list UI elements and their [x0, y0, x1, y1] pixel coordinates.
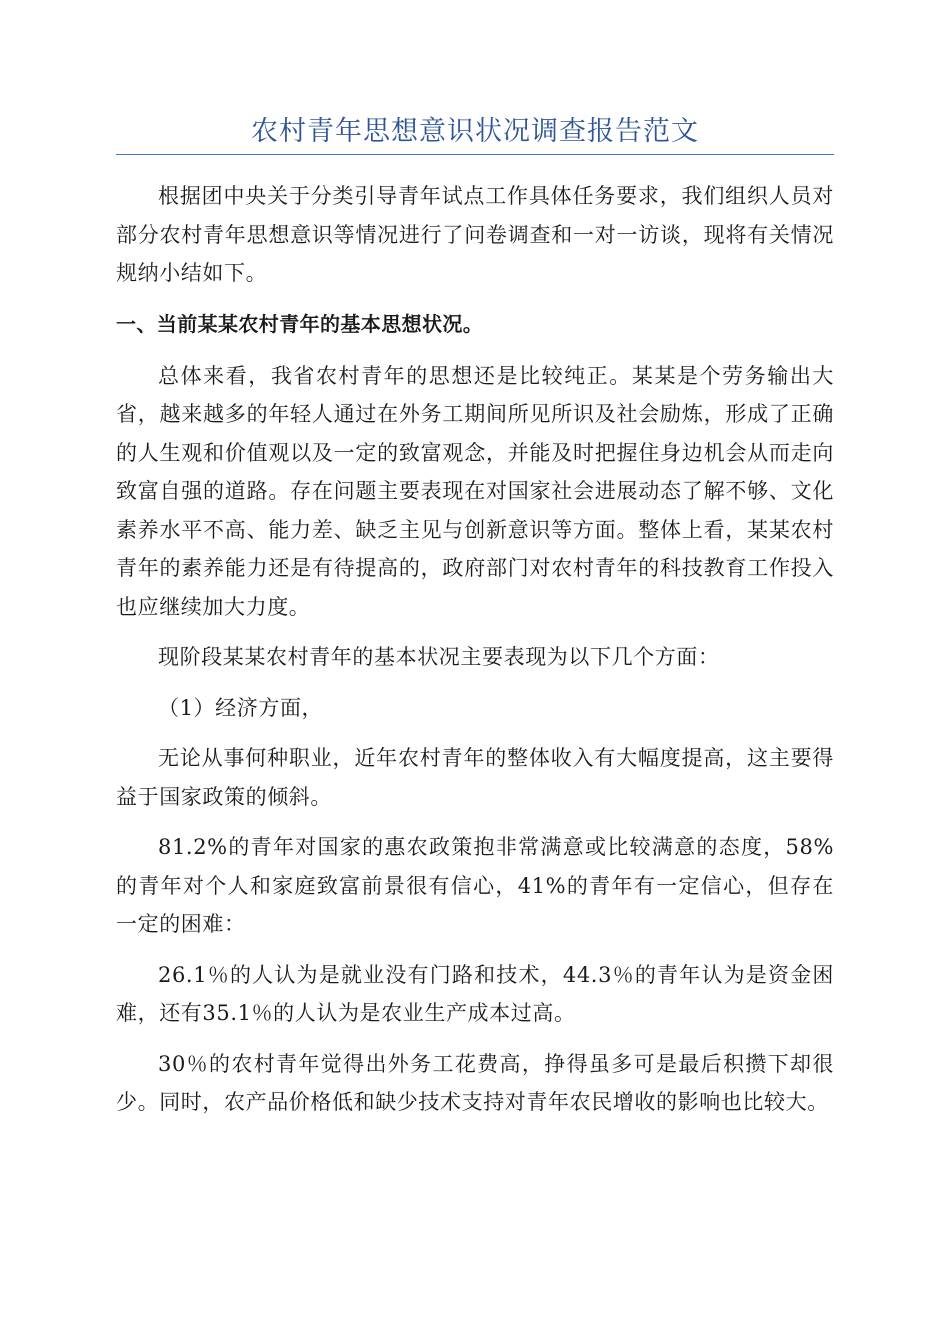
- difficulty-paragraph: 26.1％的人认为是就业没有门路和技术，44.3％的青年认为是资金困难，还有35.1％的人认为是农业生产成本过高。: [116, 962, 834, 1025]
- policy-paragraph: 81.2%的青年对国家的惠农政策抱非常满意或比较满意的态度，58%的青年对个人和家庭致富前景很有信心，41%的青年有一定信心，但存在一定的困难：: [116, 835, 834, 936]
- aspects-paragraph: 现阶段某某农村青年的基本状况主要表现为以下几个方面：: [158, 645, 720, 669]
- document-title: 农村青年思想意识状况调查报告范文: [116, 112, 834, 155]
- migrant-paragraph: 30％的农村青年觉得出外务工花费高，挣得虽多可是最后积攒下却很少。同时，农产品价格低和缺少技术支持对青年农民增收的影响也比较大。: [116, 1051, 834, 1114]
- document-page: [116, 112, 834, 1134]
- section-heading: 一、当前某某农村青年的基本思想状况。: [116, 311, 484, 336]
- income-paragraph: 无论从事何种职业，近年农村青年的整体收入有大幅度提高，这主要得益于国家政策的倾斜。: [116, 746, 834, 809]
- overall-paragraph: 总体来看，我省农村青年的思想还是比较纯正。某某是个劳务输出大省，越来越多的年轻人通过在外务工期间所见所识及社会励炼，形成了正确的人生观和价值观以及一定的致富观念，并能及时把握住身边机会从而走向致富自强的道路。存在问题主要表现在对国家社会进展动态了解不够、文化素养水平不高、能力差、缺乏主见与创新意识等方面。整体上看，某某农村青年的素养能力还是有待提高的，政府部门对农村青年的科技教育工作投入也应继续加大力度。: [116, 363, 834, 619]
- intro-paragraph: 根据团中央关于分类引导青年试点工作具体任务要求，我们组织人员对部分农村青年思想意识等情况进行了问卷调查和一对一访谈，现将有关情况规纳小结如下。: [116, 184, 834, 285]
- subsection-label: （1）经济方面，: [158, 695, 324, 720]
